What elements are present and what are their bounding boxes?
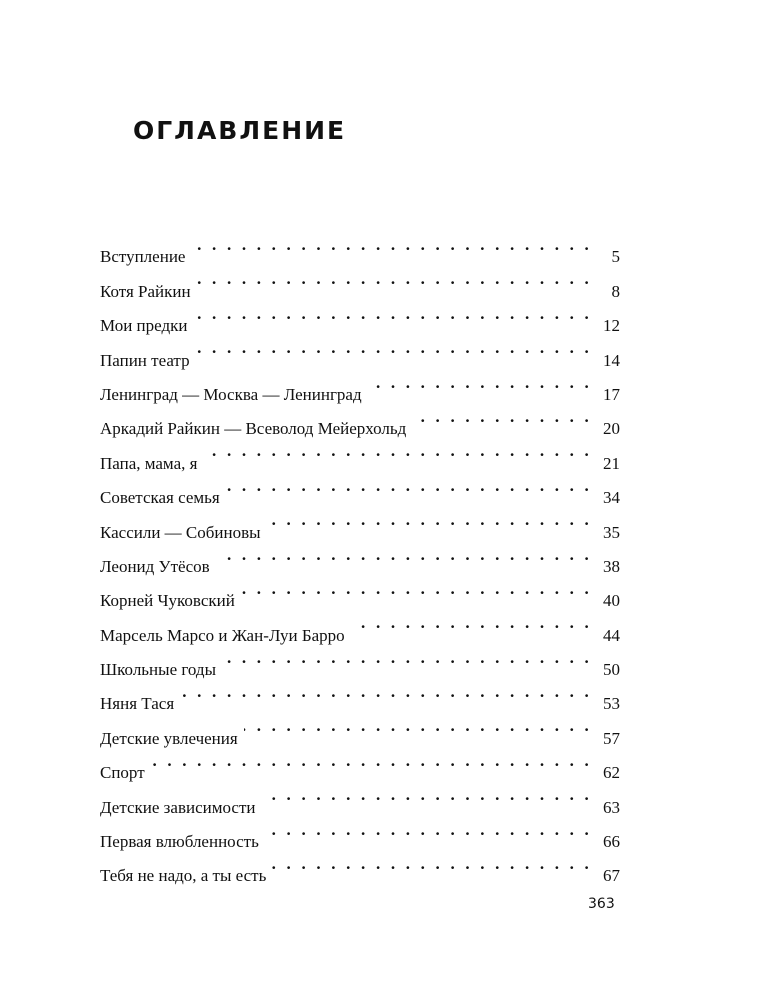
toc-entry-title: Котя Райкин: [100, 281, 191, 301]
toc-dot-leader: [196, 331, 592, 365]
toc-entry: [100, 744, 620, 783]
toc-entry-title: Детские увлечения: [100, 728, 238, 748]
toc-entry-title: Марсель Марсо и Жан-Луи Барро: [100, 625, 345, 645]
toc-dot-leader: [151, 744, 592, 778]
toc-entry-title: Первая влюбленность: [100, 832, 259, 852]
toc-dot-leader: [226, 469, 592, 503]
toc-heading: ОГЛАВЛЕНИЕ: [133, 116, 347, 145]
toc-entry-page: 38: [603, 556, 620, 576]
toc-dot-leader: [368, 366, 592, 400]
toc-dot-leader: [265, 813, 592, 847]
toc-entry-title: Папин театр: [100, 350, 190, 370]
toc-dot-leader: [216, 538, 592, 572]
toc-entry-page: 34: [603, 488, 620, 508]
toc-entry-page: 53: [603, 694, 620, 714]
toc-entry-page: 5: [611, 247, 620, 267]
toc-entry-title: Мои предки: [100, 316, 188, 336]
toc-entry-page: 12: [603, 316, 620, 336]
toc-entry-title: Тебя не надо, а ты есть: [100, 866, 267, 886]
toc-entry-page: 67: [603, 866, 620, 886]
toc-dot-leader: [351, 606, 592, 640]
toc-dot-leader: [412, 400, 592, 434]
toc-entry-page: 57: [603, 728, 620, 748]
toc-entry-page: 8: [611, 281, 620, 301]
toc-dot-leader: [193, 297, 592, 331]
toc-entry-title: Кассили — Собиновы: [100, 522, 261, 542]
toc-entry: [100, 228, 620, 267]
toc-dot-leader: [191, 228, 592, 262]
toc-entry-page: 63: [603, 797, 620, 817]
toc-entry-page: 14: [603, 350, 620, 370]
toc-entry: [100, 778, 620, 817]
toc-dot-leader: [241, 572, 592, 606]
toc-entry-page: 50: [603, 660, 620, 680]
toc-dot-leader: [261, 778, 592, 812]
toc-dot-leader: [197, 262, 592, 296]
toc-entry-page: 44: [603, 625, 620, 645]
toc-dot-leader: [222, 641, 592, 675]
toc-entry-title: Ленинград — Москва — Ленинград: [100, 384, 362, 404]
toc-entry-page: 20: [603, 419, 620, 439]
toc-entry-title: Советская семья: [100, 488, 220, 508]
toc-dot-leader: [267, 503, 592, 537]
table-of-contents: [100, 228, 620, 886]
toc-dot-leader: [272, 847, 592, 881]
toc-entry-page: 40: [603, 591, 620, 611]
toc-entry-title: Аркадий Райкин — Всеволод Мейерхольд: [100, 419, 407, 439]
toc-dot-leader: [203, 434, 592, 468]
toc-entry-title: Спорт: [100, 763, 145, 783]
toc-entry-title: Детские зависимости: [100, 797, 256, 817]
toc-dot-leader: [180, 675, 592, 709]
toc-entry-page: 21: [603, 453, 620, 473]
toc-entry-title: Вступление: [100, 247, 186, 267]
page-number: 363: [588, 896, 615, 912]
toc-entry-title: Няня Тася: [100, 694, 175, 714]
toc-entry-page: 17: [603, 384, 620, 404]
toc-entry-title: Школьные годы: [100, 660, 217, 680]
toc-entry-title: Леонид Утёсов: [100, 556, 210, 576]
toc-entry-title: Корней Чуковский: [100, 591, 235, 611]
toc-dot-leader: [244, 709, 592, 743]
toc-entry-page: 62: [603, 763, 620, 783]
toc-entry-title: Папа, мама, я: [100, 453, 198, 473]
toc-entry-page: 35: [603, 522, 620, 542]
toc-entry-page: 66: [603, 832, 620, 852]
